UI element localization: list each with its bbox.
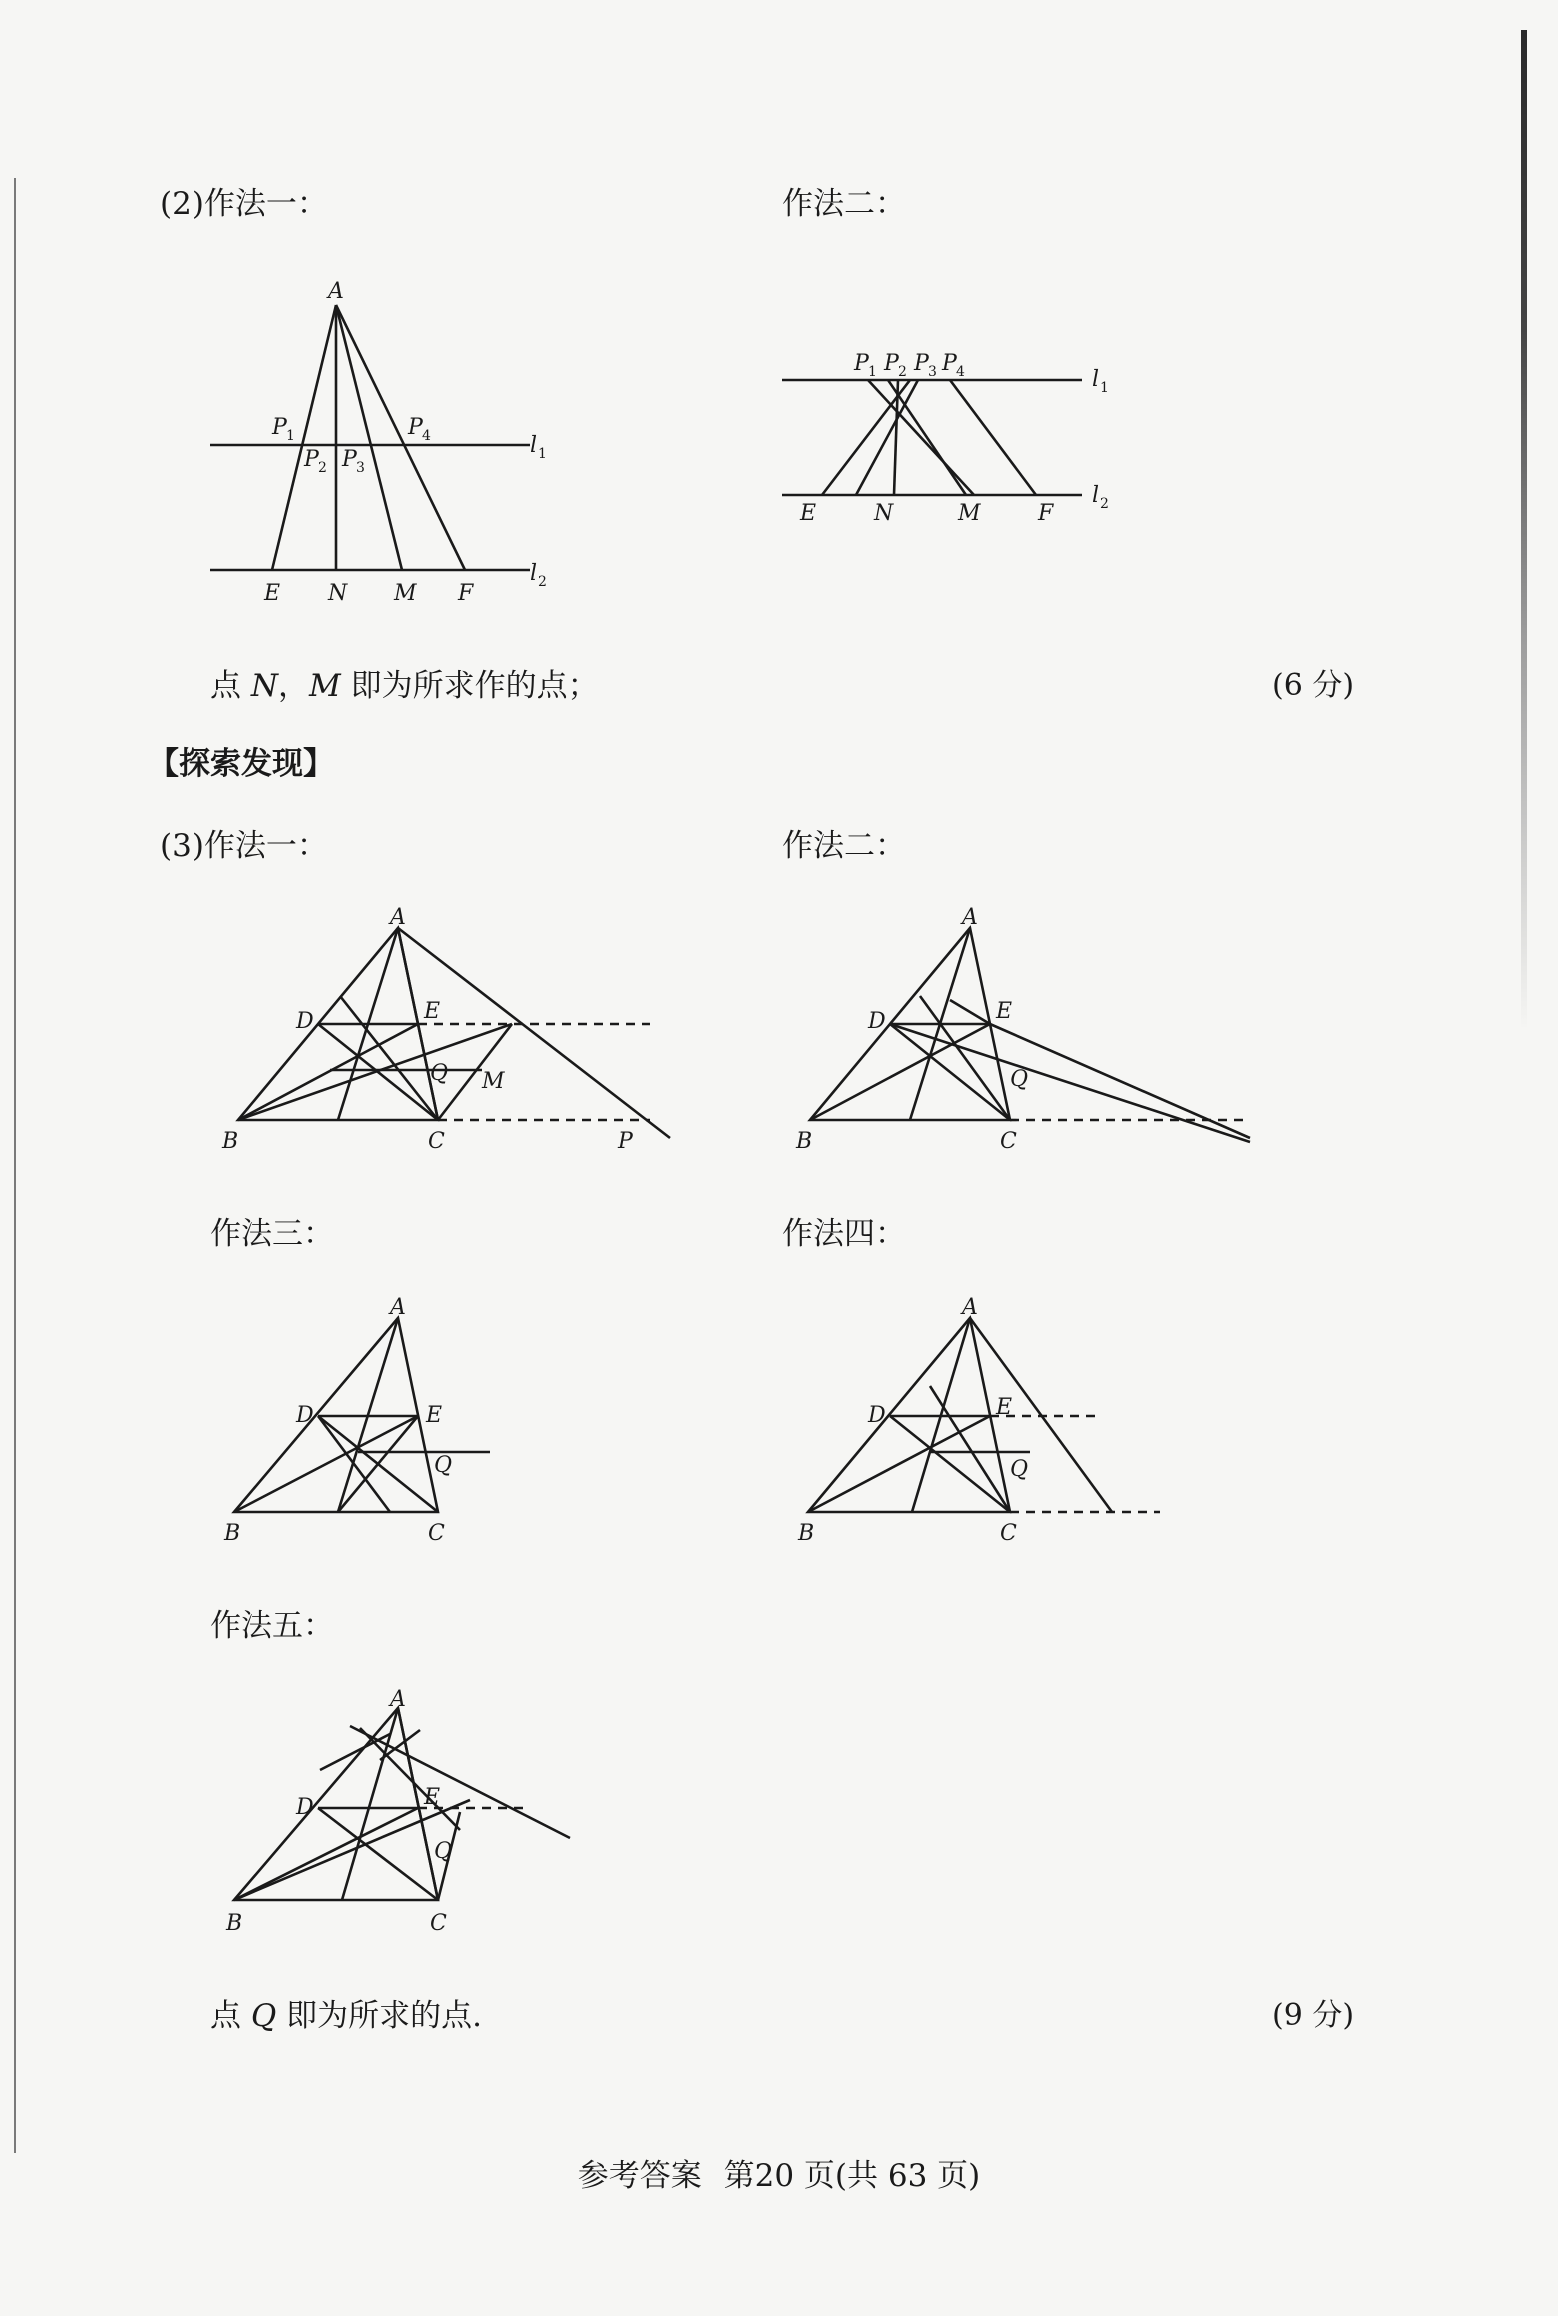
label-e: E <box>996 999 1013 1024</box>
footer-page-number: 第20 页(共 63 页) <box>723 2158 981 2194</box>
part3-method3-label: 作法三： <box>210 1216 334 1252</box>
svg-text:1: 1 <box>286 428 295 444</box>
figure-part3-method5 <box>220 1687 600 1940</box>
label-q: Q <box>1010 1457 1029 1482</box>
label-n: N <box>328 581 348 606</box>
label-a: A <box>390 905 406 930</box>
svg-text:2: 2 <box>318 460 327 476</box>
label-b: B <box>796 1129 813 1154</box>
label-l2: l <box>530 561 538 586</box>
label-q: Q <box>434 1839 453 1864</box>
label-m: M <box>482 1069 505 1094</box>
label-b: B <box>224 1521 241 1546</box>
label-a: A <box>962 1295 978 1320</box>
label-d: D <box>296 1795 314 1820</box>
part2-method1-label: (2)作法一： <box>160 186 328 222</box>
label-f: F <box>458 581 474 606</box>
label-e: E <box>800 501 817 526</box>
part2-conclusion: 点 N，M 即为所求作的点； <box>210 668 599 704</box>
part3-conclusion: 点 Q 即为所求的点. <box>210 1998 482 2034</box>
part3-method4-label: 作法四： <box>782 1216 906 1252</box>
svg-text:1: 1 <box>1100 380 1109 396</box>
label-p2: P <box>304 447 319 472</box>
label-p4: P <box>408 415 423 440</box>
label-c: C <box>1000 1521 1017 1546</box>
label-c: C <box>428 1521 445 1546</box>
page-binding-edge <box>14 178 16 2153</box>
label-c: C <box>430 1911 447 1936</box>
label-e: E <box>424 1785 441 1810</box>
label-m: M <box>394 581 417 606</box>
label-d: D <box>868 1009 886 1034</box>
label-a: A <box>328 279 344 304</box>
label-p1: P <box>272 415 287 440</box>
label-b: B <box>226 1911 243 1936</box>
figure-part2-method2 <box>770 340 1150 540</box>
label-p4: P <box>942 351 957 376</box>
part3-method5-label: 作法五： <box>210 1608 334 1644</box>
label-n: N <box>874 501 894 526</box>
svg-text:1: 1 <box>868 364 877 380</box>
svg-text:2: 2 <box>1100 496 1109 512</box>
part2-method2-label: 作法二： <box>782 186 906 222</box>
figure-part3-method4 <box>790 1295 1170 1550</box>
part3-method1-label: (3)作法一： <box>160 828 328 864</box>
label-p3: P <box>914 351 929 376</box>
svg-text:2: 2 <box>898 364 907 380</box>
label-m: M <box>958 501 981 526</box>
svg-text:2: 2 <box>538 574 547 590</box>
figure-part3-method1 <box>220 905 690 1160</box>
figure-part2-method1 <box>200 270 580 610</box>
label-q: Q <box>430 1061 449 1086</box>
part2-score: (6 分) <box>1272 668 1355 703</box>
label-d: D <box>296 1403 314 1428</box>
label-l1: l <box>1092 367 1100 392</box>
label-a: A <box>390 1295 406 1320</box>
label-f: F <box>1038 501 1054 526</box>
page-shadow-edge <box>1521 30 1527 1030</box>
label-q: Q <box>1010 1067 1029 1092</box>
section-heading: 【探索发现】 <box>148 746 334 782</box>
segment-af <box>336 305 465 570</box>
label-p1: P <box>854 351 869 376</box>
svg-text:4: 4 <box>422 428 431 444</box>
label-c: C <box>428 1129 445 1154</box>
label-d: D <box>868 1403 886 1428</box>
svg-text:4: 4 <box>956 364 965 380</box>
svg-text:1: 1 <box>538 446 547 462</box>
label-a: A <box>962 905 978 930</box>
label-d: D <box>296 1009 314 1034</box>
label-e: E <box>424 999 441 1024</box>
svg-text:3: 3 <box>928 364 937 380</box>
figure-part3-method2 <box>790 905 1260 1160</box>
svg-text:3: 3 <box>356 460 365 476</box>
footer-label: 参考答案 <box>577 2158 702 2194</box>
part3-score: (9 分) <box>1272 1998 1355 2033</box>
figure-part3-method3 <box>220 1295 520 1550</box>
label-l2: l <box>1092 483 1100 508</box>
page-footer <box>0 2150 1558 2195</box>
part3-method2-label: 作法二： <box>782 828 906 864</box>
label-p3: P <box>342 447 357 472</box>
label-e: E <box>996 1395 1013 1420</box>
label-p: P <box>618 1129 633 1154</box>
label-c: C <box>1000 1129 1017 1154</box>
label-a: A <box>390 1687 406 1712</box>
label-l1: l <box>530 433 538 458</box>
label-b: B <box>798 1521 815 1546</box>
label-e: E <box>264 581 281 606</box>
label-b: B <box>222 1129 239 1154</box>
label-q: Q <box>434 1453 453 1478</box>
label-e: E <box>426 1403 443 1428</box>
segment-am <box>336 305 402 570</box>
label-p2: P <box>884 351 899 376</box>
